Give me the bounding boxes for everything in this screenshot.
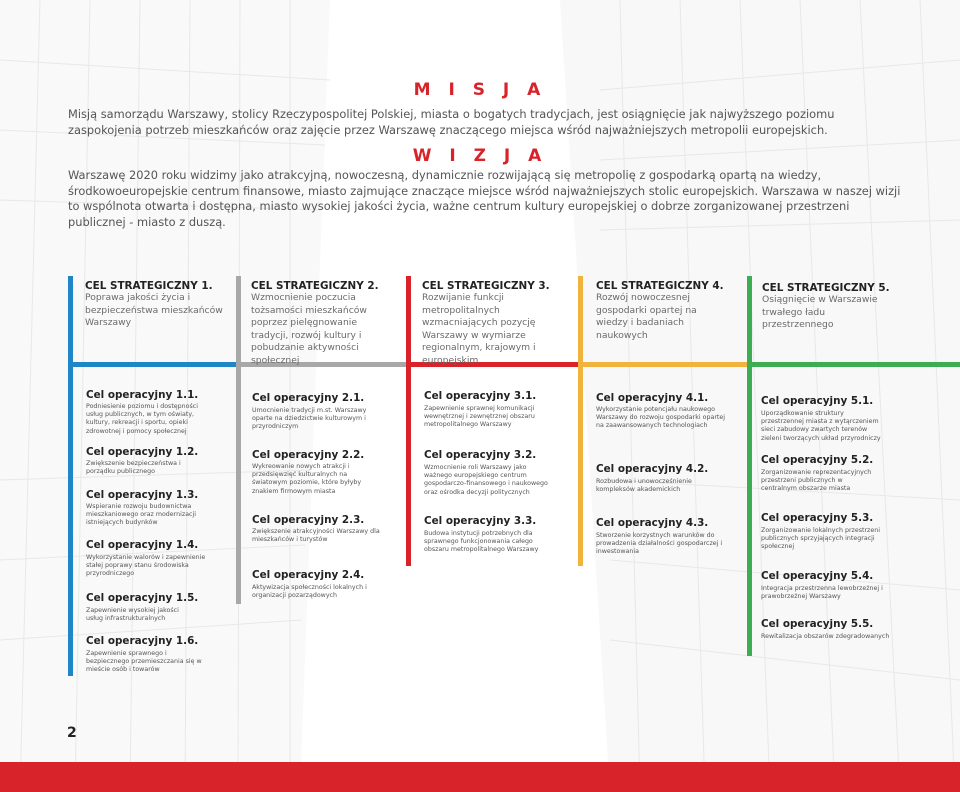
operational-goal-title: Cel operacyjny 2.2. <box>252 449 365 461</box>
connector-line-green <box>748 362 960 367</box>
footer-bar <box>0 762 960 792</box>
operational-goal-description: Wykorzystanie potencjału naukowego Warszawy do rozwoju gospodarki opartej na zaawansowanych technologiach <box>596 406 726 430</box>
operational-goal-title: Cel operacyjny 5.4. <box>761 570 874 582</box>
strategic-goal-5-description: Osiągnięcie w Warszawie trwałego ładu przestrzennego <box>762 294 878 331</box>
operational-goal-title: Cel operacyjny 2.1. <box>252 392 365 404</box>
operational-goal-title: Cel operacyjny 5.2. <box>761 454 874 466</box>
operational-goal-title: Cel operacyjny 4.3. <box>596 517 709 529</box>
operational-goal-description: Stworzenie korzystnych warunków do prowadzenia działalności gospodarczej i inwestowania <box>596 532 723 556</box>
strategic-goal-2-description: Wzmocnienie poczucia tożsamości mieszkańców poprzez pielęgnowanie tradycji, rozwój kultury i pobudzanie aktywności społecznej <box>251 292 367 366</box>
operational-goal-title: Cel operacyjny 2.4. <box>252 569 365 581</box>
connector-line-blue <box>68 362 236 367</box>
operational-goal-title: Cel operacyjny 1.5. <box>86 592 199 604</box>
operational-goal-description: Zorganizowanie reprezentacyjnych przestrzeni publicznych w centralnym obszarze miasta <box>761 469 872 493</box>
operational-goal-title: Cel operacyjny 3.2. <box>424 449 537 461</box>
operational-goal-description: Budowa instytucji potrzebnych dla sprawnego funkcjonowania całego obszaru metropolitalnego Warszawy <box>424 530 539 554</box>
operational-goal-description: Uporządkowanie struktury przestrzennej miasta z wytąrczeniem sieci zabudowy zwartych terenów zieleni tworzących układ przyrodniczy <box>761 410 881 442</box>
operational-goal-description: Umocnienie tradycji m.st. Warszawy oparte na dziedzictwie kulturowym i przyrodniczym <box>252 407 367 431</box>
operational-goal-description: Zapewnienie sprawnego i bezpiecznego przemieszczania się w mieście osób i towarów <box>86 650 202 674</box>
operational-goal-title: Cel operacyjny 5.3. <box>761 512 874 524</box>
operational-goal-title: Cel operacyjny 1.3. <box>86 489 199 501</box>
strategic-goal-3-title: CEL STRATEGICZNY 3. <box>422 280 550 292</box>
operational-goal-title: Cel operacyjny 1.2. <box>86 446 199 458</box>
column-line-1 <box>68 276 73 676</box>
operational-goal-description: Rozbudowa i unowocześnienie kompleksów akademickich <box>596 478 692 494</box>
connector-line-orange <box>578 362 748 367</box>
operational-goal-description: Zwiększenie atrakcyjności Warszawy dla mieszkańców i turystów <box>252 528 380 544</box>
page-number: 2 <box>67 725 77 741</box>
operational-goal-description: Integracja przestrzenna lewobrzeżnej i prawobrzeżnej Warszawy <box>761 585 883 601</box>
operational-goal-description: Zorganizowanie lokalnych przestrzeni publicznych sprzyjających integracji społecznej <box>761 527 880 551</box>
operational-goal-description: Rewitalizacja obszarów zdegradowanych <box>761 633 890 640</box>
column-line-2 <box>236 276 241 604</box>
operational-goal-description: Zwiększenie bezpieczeństwa i porządku publicznego <box>86 460 181 476</box>
strategic-goal-1-title: CEL STRATEGICZNY 1. <box>85 280 213 292</box>
operational-goal-description: Zapewnienie sprawnej komunikacji wewnętrznej i zewnętrznej obszaru metropolitalnego Warszawy <box>424 405 535 429</box>
operational-goal-title: Cel operacyjny 1.6. <box>86 635 199 647</box>
strategic-goal-5-title: CEL STRATEGICZNY 5. <box>762 282 890 294</box>
operational-goal-description: Podniesienie poziomu i dostępności usług publicznych, w tym oświaty, kultury, rekreacji i sportu, opieki zdrowotnej i pomocy społecznej <box>86 403 198 435</box>
operational-goal-description: Wspieranie rozwoju budownictwa mieszkaniowego oraz modernizacji istniejących budynków <box>86 503 197 527</box>
operational-goal-title: Cel operacyjny 3.1. <box>424 390 537 402</box>
operational-goal-description: Wzmocnienie roli Warszawy jako ważnego europejskiego centrum gospodarczo-finansowego i naukowego oraz ośrodka decyzji politycznych <box>424 464 548 496</box>
column-line-4 <box>578 276 583 566</box>
column-line-5 <box>747 276 752 656</box>
operational-goal-title: Cel operacyjny 4.1. <box>596 392 709 404</box>
strategic-goal-4-title: CEL STRATEGICZNY 4. <box>596 280 724 292</box>
operational-goal-description: Wykorzystanie walorów i zapewnienie stałej poprawy stanu środowiska przyrodniczego <box>86 554 206 578</box>
operational-goal-description: Zapewnienie wysokiej jakości usług infrastrukturalnych <box>86 607 179 623</box>
operational-goal-title: Cel operacyjny 4.2. <box>596 463 709 475</box>
operational-goal-description: Aktywizacja społeczności lokalnych i organizacji pozarządowych <box>252 584 367 600</box>
operational-goal-title: Cel operacyjny 5.1. <box>761 395 874 407</box>
strategic-goal-3-description: Rozwijanie funkcji metropolitalnych wzmacniających pozycję Warszawy w wymiarze regionalnym, krajowym i europejskim <box>422 292 536 366</box>
operational-goal-description: Wykreowanie nowych atrakcji i przedsięwzięć kulturalnych na światowym poziomie, które byłyby znakiem firmowym miasta <box>252 463 362 495</box>
strategic-goal-4-description: Rozwój nowoczesnej gospodarki opartej na wiedzy i badaniach naukowych <box>596 292 697 341</box>
operational-goal-title: Cel operacyjny 1.4. <box>86 539 199 551</box>
misja-text: Misją samorządu Warszawy, stolicy Rzeczypospolitej Polskiej, miasta o bogatych tradycjach, jest osiągnięcie jak najwyższego poziomu zaspokojenia potrzeb mieszkańców oraz zajęcie przez Warszawę znaczącego miejsca wśród najważniejszych metropolii europejskich. <box>68 107 835 137</box>
strategic-goal-1-description: Poprawa jakości życia i bezpieczeństwa mieszkańców Warszawy <box>85 292 223 329</box>
strategic-goal-2-title: CEL STRATEGICZNY 2. <box>251 280 379 292</box>
wizja-text: Warszawę 2020 roku widzimy jako atrakcyjną, nowoczesną, dynamicznie rozwijającą się metropolię z gospodarką opartą na wiedzy, środkowoeuropejskie centrum finansowe, miasto zajmujące znaczące miejsce wśród najważniejszych stolic europejskich. Warszawa w naszej wizji to wspólnota otwarta i dostępna, miasto wysokiej jakości życia, ważne centrum kultury europejskiej o dobrze zorganizowanej przestrzeni publicznej - miasto z duszą. <box>68 168 901 229</box>
operational-goal-title: Cel operacyjny 2.3. <box>252 514 365 526</box>
misja-heading: M I S J A <box>413 80 547 100</box>
operational-goal-title: Cel operacyjny 5.5. <box>761 618 874 630</box>
wizja-heading: W I Z J A <box>412 146 548 166</box>
operational-goal-title: Cel operacyjny 3.3. <box>424 515 537 527</box>
column-line-3 <box>406 276 411 566</box>
operational-goal-title: Cel operacyjny 1.1. <box>86 389 199 401</box>
